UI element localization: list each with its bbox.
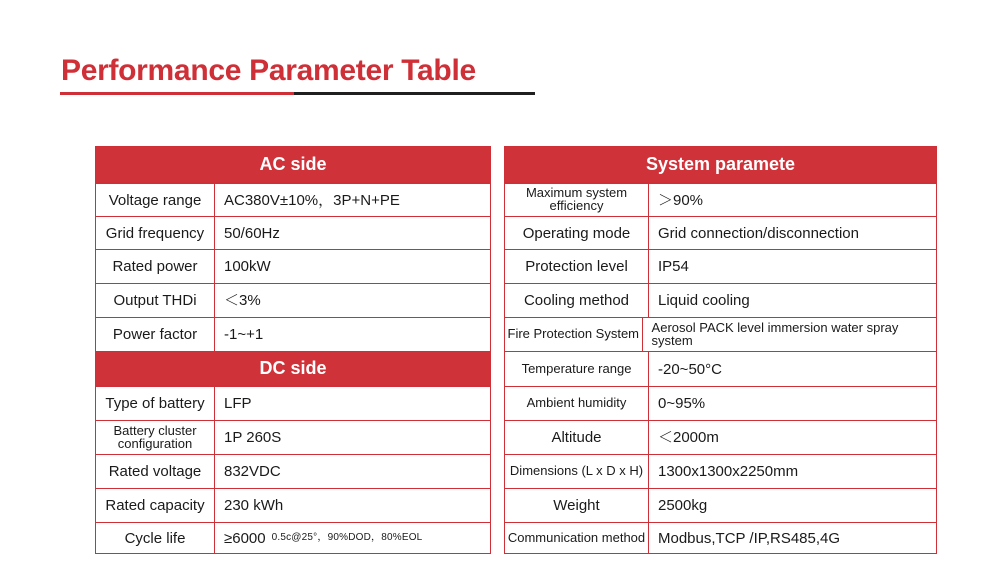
- param-value: AC380V±10%，3P+N+PE: [224, 191, 400, 209]
- table-row: [505, 317, 936, 351]
- cycle-life-note: 0.5c@25°，90%DOD，80%EOL: [271, 532, 423, 543]
- page-title: Performance Parameter Table: [61, 54, 476, 87]
- param-name: Temperature range: [505, 352, 649, 386]
- param-name: Communication method: [505, 523, 649, 553]
- param-name: Weight: [505, 489, 649, 522]
- param-name: Cooling method: [505, 284, 649, 317]
- cycle-life-value: ≥6000: [224, 529, 266, 547]
- param-name: Cycle life: [96, 523, 215, 553]
- param-name: Fire Protection System: [505, 318, 643, 351]
- param-value: 1300x1300x2250mm: [658, 463, 799, 480]
- system-header: System paramete: [505, 147, 936, 183]
- param-value: 2500kg: [658, 497, 708, 514]
- param-value: ＜2000m: [658, 429, 719, 446]
- param-name: Rated voltage: [96, 455, 215, 488]
- table-row: [96, 183, 490, 216]
- param-value: LFP: [224, 395, 252, 412]
- param-name: Altitude: [505, 421, 649, 454]
- table-row: [96, 454, 490, 488]
- param-value: [215, 523, 422, 553]
- param-value: 1P 260S: [224, 429, 282, 446]
- table-row: [96, 522, 490, 553]
- param-name: Rated capacity: [96, 489, 215, 522]
- param-name: Rated power: [96, 250, 215, 283]
- param-value: 50/60Hz: [224, 224, 280, 242]
- table-row: [505, 454, 936, 488]
- table-row: [96, 216, 490, 249]
- param-value: Modbus,TCP /IP,RS485,4G: [658, 529, 841, 547]
- param-value: -1~+1: [224, 326, 264, 343]
- title-underline-red: [60, 92, 294, 95]
- table-row: [96, 283, 490, 317]
- param-name: Output THDi: [96, 284, 215, 317]
- ac-side-header: AC side: [96, 147, 490, 183]
- param-value: 0~95%: [658, 395, 706, 412]
- param-value: 832VDC: [224, 463, 281, 480]
- table-row: [505, 522, 936, 553]
- param-value: Grid connection/disconnection: [658, 224, 859, 242]
- table-row: [96, 249, 490, 283]
- table-row: [505, 183, 936, 216]
- table-row: [505, 283, 936, 317]
- table-row: [505, 351, 936, 386]
- table-row: [96, 488, 490, 522]
- param-name: Operating mode: [505, 217, 649, 249]
- table-row: [96, 317, 490, 351]
- param-name: Protection level: [505, 250, 649, 283]
- dc-side-header: DC side: [96, 351, 490, 386]
- table-row: [505, 420, 936, 454]
- table-row: [505, 216, 936, 249]
- system-parameter-table: [504, 146, 937, 554]
- param-name: Type of battery: [96, 387, 215, 420]
- param-name: Ambient humidity: [505, 387, 649, 420]
- param-value: Liquid cooling: [658, 292, 750, 309]
- ac-dc-parameter-table: [95, 146, 491, 554]
- table-row: [96, 420, 490, 454]
- param-value: 100kW: [224, 258, 271, 275]
- table-row: [505, 386, 936, 420]
- param-value: -20~50°C: [658, 360, 722, 378]
- param-name: Battery cluster configuration: [96, 421, 215, 454]
- param-name: Dimensions (L x D x H): [505, 455, 649, 488]
- param-name: Maximum system efficiency: [505, 184, 649, 216]
- param-name: Grid frequency: [96, 217, 215, 249]
- param-value: IP54: [658, 258, 689, 275]
- table-row: [505, 488, 936, 522]
- param-value: ＞90%: [658, 191, 704, 209]
- table-row: [96, 386, 490, 420]
- table-row: [505, 249, 936, 283]
- param-value: Aerosol PACK level immersion water spray system: [651, 319, 899, 348]
- param-name: Power factor: [96, 318, 215, 351]
- param-value: 230 kWh: [224, 497, 284, 514]
- param-name: Voltage range: [96, 184, 215, 216]
- param-value: ＜3%: [224, 292, 261, 309]
- title-underline-dark: [294, 92, 535, 95]
